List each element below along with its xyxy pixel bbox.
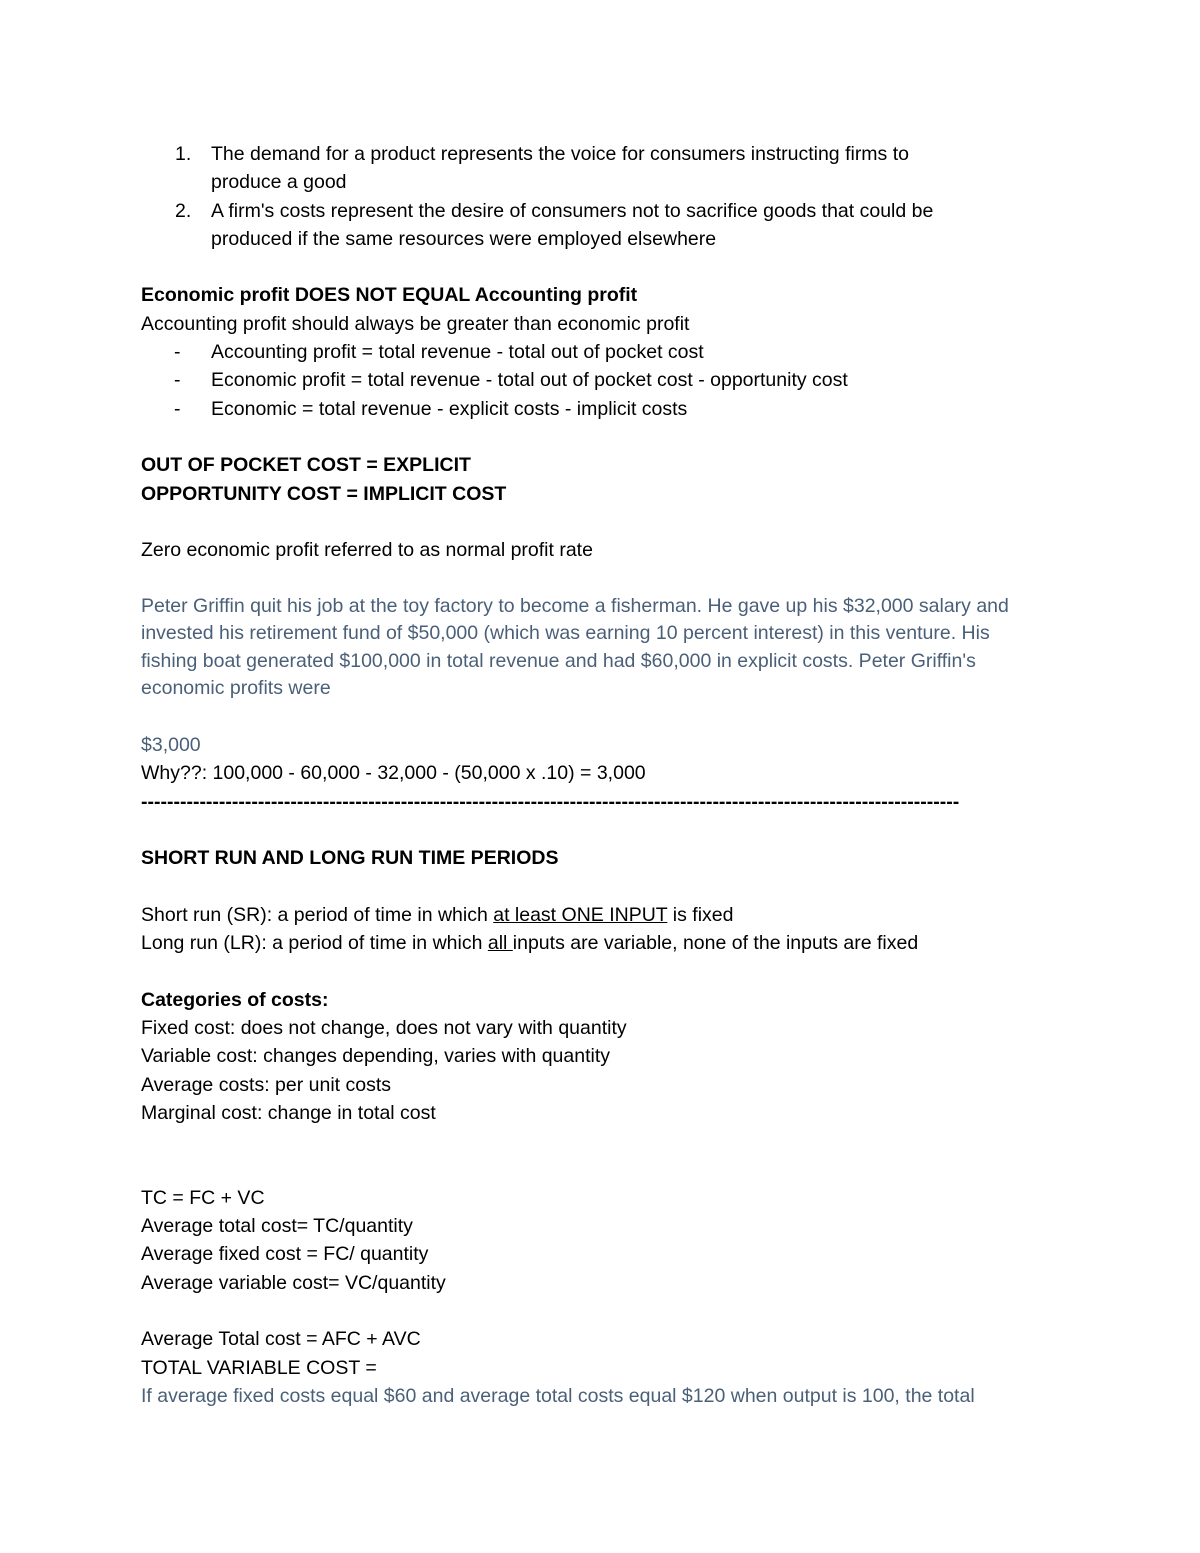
spacer xyxy=(141,873,1071,901)
long-run-definition xyxy=(141,929,1071,957)
long-run-text: Long run (LR): a period of time in which xyxy=(141,932,488,955)
spacer xyxy=(141,1127,1071,1184)
short-run-definition xyxy=(141,901,1071,929)
explicit-equivalence: OUT OF POCKET COST = EXPLICIT xyxy=(141,454,471,477)
profit-bullet xyxy=(141,338,1071,366)
formula-line: TC = FC + VC xyxy=(141,1186,265,1209)
problem-answer: $3,000 xyxy=(141,734,201,757)
normal-profit-note: Zero economic profit referred to as normal profit rate xyxy=(141,539,593,562)
bullet-text: Economic = total revenue - explicit costs - implicit costs xyxy=(211,397,688,420)
categories-heading: Categories of costs: xyxy=(141,988,329,1011)
spacer xyxy=(141,703,1071,731)
short-run-text-end: is fixed xyxy=(667,903,734,926)
formula-line: Average variable cost= VC/quantity xyxy=(141,1271,446,1294)
bullet-text: Economic profit = total revenue - total out of pocket cost - opportunity cost xyxy=(211,369,848,392)
cost-question: If average fixed costs equal $60 and average total costs equal $120 when output is 100, the total xyxy=(141,1384,975,1407)
profit-bullet xyxy=(141,366,1071,394)
list-number: 2. xyxy=(175,199,192,222)
long-run-underlined: all xyxy=(487,932,513,955)
short-run-underlined: at least ONE INPUT xyxy=(493,903,668,926)
dash-marker: - xyxy=(174,397,181,420)
problem-text-line: economic profits were xyxy=(141,677,331,700)
spacer xyxy=(141,253,1071,281)
list-text-line: produce a good xyxy=(211,171,347,194)
dash-marker: - xyxy=(174,369,181,392)
category-item: Variable cost: changes depending, varies with quantity xyxy=(141,1045,611,1068)
profit-heading: Economic profit DOES NOT EQUAL Accounting profit xyxy=(141,284,638,307)
spacer xyxy=(141,423,1071,451)
total-variable-cost-label: TOTAL VARIABLE COST = xyxy=(141,1356,377,1379)
section-divider: ------------------------------------------------------------------------------------------------------------------------------ xyxy=(141,790,960,813)
implicit-equivalence: OPPORTUNITY COST = IMPLICIT COST xyxy=(141,482,507,505)
category-item: Marginal cost: change in total cost xyxy=(141,1101,436,1124)
list-number: 1. xyxy=(175,143,192,165)
list-text-line: A firm's costs represent the desire of consumers not to sacrifice goods that could be xyxy=(211,199,934,222)
profit-intro: Accounting profit should always be greater than economic profit xyxy=(141,312,690,335)
answer-explanation: Why??: 100,000 - 60,000 - 32,000 - (50,000 x .10) = 3,000 xyxy=(141,762,646,785)
spacer xyxy=(141,957,1071,985)
numbered-list xyxy=(141,140,1071,253)
list-item xyxy=(141,140,1071,197)
problem-text-line: fishing boat generated $100,000 in total revenue and had $60,000 in explicit costs. Peter Griffin's xyxy=(141,649,976,672)
spacer xyxy=(141,816,1071,844)
problem-text-line: Peter Griffin quit his job at the toy factory to become a fisherman. He gave up his $32,000 salary and xyxy=(141,594,1009,617)
periods-heading: SHORT RUN AND LONG RUN TIME PERIODS xyxy=(141,847,559,870)
spacer xyxy=(141,564,1071,592)
list-text-line: The demand for a product represents the voice for consumers instructing firms to xyxy=(211,143,909,165)
list-text-line: produced if the same resources were employed elsewhere xyxy=(211,227,717,250)
spacer xyxy=(141,1297,1071,1325)
short-run-text: Short run (SR): a period of time in which xyxy=(141,903,494,926)
dash-marker: - xyxy=(174,341,181,364)
long-run-text-end: inputs are variable, none of the inputs are fixed xyxy=(512,932,919,955)
list-item xyxy=(141,197,1071,254)
average-total-formula: Average Total cost = AFC + AVC xyxy=(141,1328,421,1351)
formula-line: Average fixed cost = FC/ quantity xyxy=(141,1243,429,1266)
spacer xyxy=(141,508,1071,536)
bullet-text: Accounting profit = total revenue - total out of pocket cost xyxy=(211,341,704,364)
category-item: Fixed cost: does not change, does not vary with quantity xyxy=(141,1017,627,1040)
document-body xyxy=(141,140,1071,1410)
category-item: Average costs: per unit costs xyxy=(141,1073,392,1096)
problem-text-line: invested his retirement fund of $50,000 (which was earning 10 percent interest) in this venture. His xyxy=(141,622,990,645)
profit-bullet xyxy=(141,395,1071,423)
formula-line: Average total cost= TC/quantity xyxy=(141,1215,413,1238)
